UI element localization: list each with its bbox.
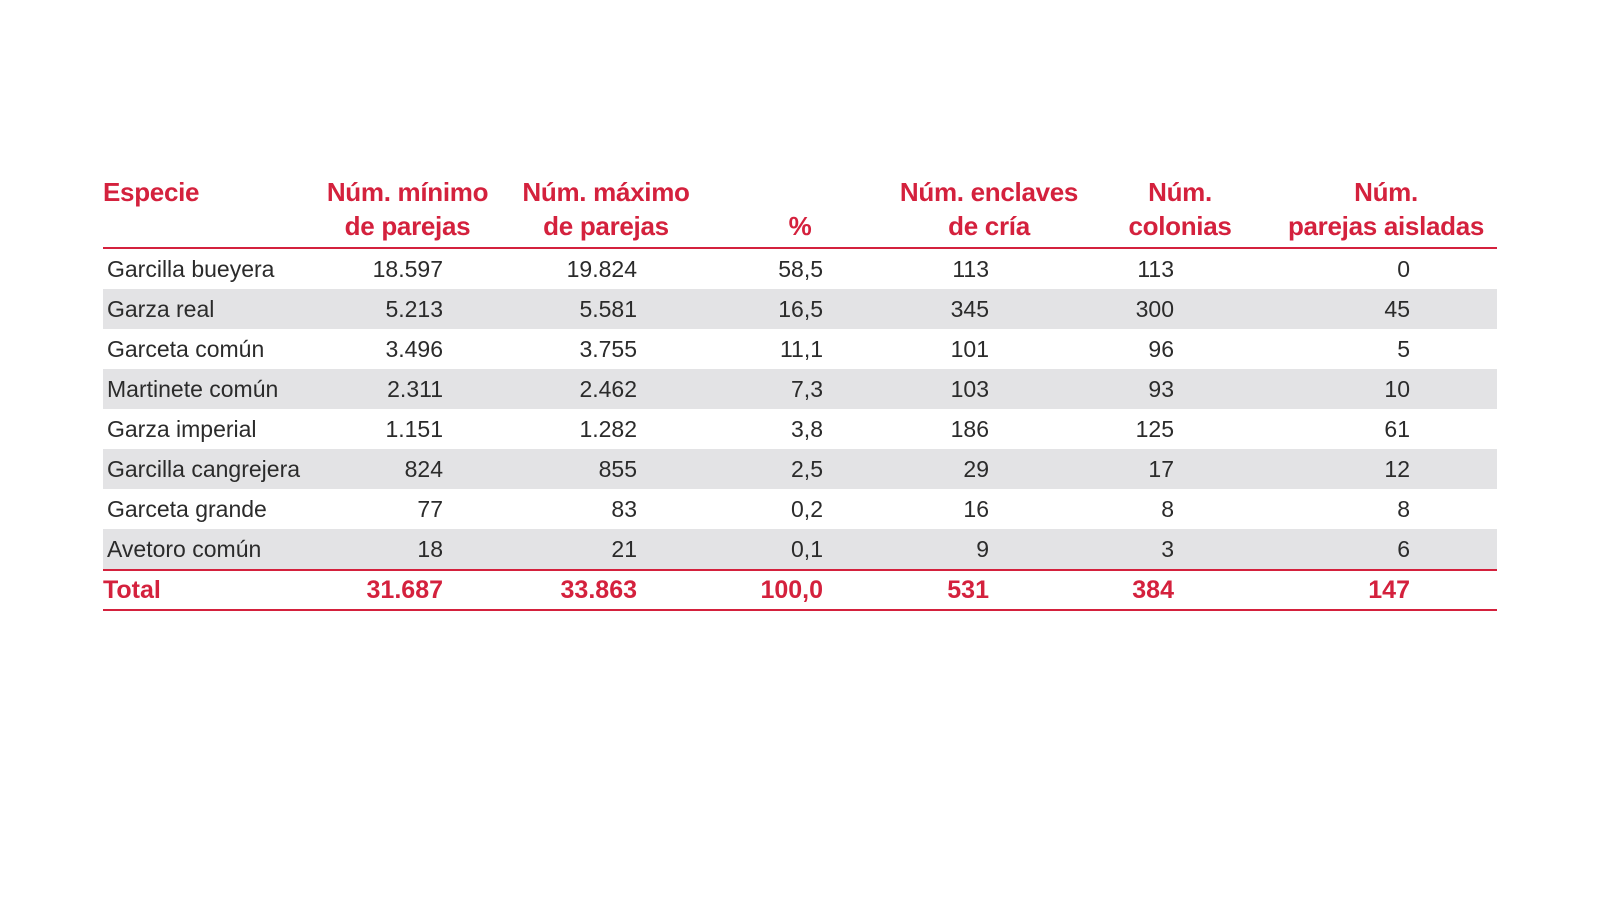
- cell-percent: 0,2: [791, 495, 823, 522]
- header-min-parejas: Núm. mínimo de parejas: [310, 175, 505, 248]
- cell-max-parejas: 19.824: [566, 255, 637, 282]
- table-row: [103, 369, 1497, 409]
- cell-max-parejas: 855: [505, 449, 707, 489]
- cell-enclaves: 103: [893, 369, 1085, 409]
- cell-colonias: 125: [1135, 415, 1174, 442]
- total-percent: 100,0: [707, 570, 893, 610]
- cell-parejas-aisladas: 10: [1275, 369, 1497, 409]
- cell-colonias: 93: [1085, 369, 1275, 409]
- cell-percent: 11,1: [779, 335, 823, 362]
- cell-min-parejas: 77: [417, 495, 443, 522]
- cell-min-parejas: 2.311: [310, 369, 505, 409]
- cell-min-parejas: 18.597: [372, 255, 443, 282]
- cell-species-name: Garcilla cangrejera: [103, 449, 310, 489]
- cell-parejas-aisladas: 12: [1275, 449, 1497, 489]
- cell-species-name: Garcilla bueyera: [107, 255, 275, 282]
- cell-parejas-aisladas: 45: [1275, 289, 1497, 329]
- cell-enclaves: 101: [950, 335, 989, 362]
- header-max-parejas: Núm. máximo de parejas: [505, 175, 707, 248]
- cell-enclaves: 29: [893, 449, 1085, 489]
- header-especie: Especie: [103, 175, 310, 248]
- cell-colonias: 3: [1085, 529, 1275, 570]
- cell-species-name: Avetoro común: [103, 529, 310, 570]
- cell-colonias: 8: [1161, 495, 1174, 522]
- cell-enclaves: 113: [952, 255, 989, 282]
- table-row: [103, 289, 1497, 329]
- cell-max-parejas: 83: [611, 495, 637, 522]
- cell-percent: 16,5: [707, 289, 893, 329]
- cell-parejas-aisladas: 0: [1397, 255, 1410, 282]
- cell-species-name: Garceta común: [107, 335, 265, 362]
- cell-species-name: Garza real: [103, 289, 310, 329]
- table-header-row: [103, 175, 1497, 248]
- cell-percent: 0,1: [707, 529, 893, 570]
- cell-min-parejas: 18: [310, 529, 505, 570]
- total-label: Total: [103, 570, 310, 610]
- total-parejas-aisladas: 147: [1275, 570, 1497, 610]
- header-parejas-aisladas: Núm. parejas aisladas: [1275, 175, 1497, 248]
- table-row: [103, 329, 1497, 369]
- total-colonias: 384: [1085, 570, 1275, 610]
- cell-max-parejas: 21: [505, 529, 707, 570]
- cell-species-name: Martinete común: [103, 369, 310, 409]
- cell-colonias: 300: [1085, 289, 1275, 329]
- cell-max-parejas: 5.581: [505, 289, 707, 329]
- species-table-container: [103, 175, 1497, 611]
- cell-parejas-aisladas: 5: [1397, 335, 1410, 362]
- table-row: [103, 449, 1497, 489]
- cell-percent: 2,5: [707, 449, 893, 489]
- cell-enclaves: 9: [893, 529, 1085, 570]
- cell-max-parejas: 2.462: [505, 369, 707, 409]
- table-body: [103, 248, 1497, 570]
- table-row: [103, 409, 1497, 449]
- cell-min-parejas: 824: [310, 449, 505, 489]
- total-enclaves: 531: [893, 570, 1085, 610]
- cell-max-parejas: 1.282: [579, 415, 637, 442]
- cell-colonias: 113: [1137, 255, 1174, 282]
- header-enclaves: Núm. enclaves de cría: [893, 175, 1085, 248]
- header-colonias: Núm. colonias: [1085, 175, 1275, 248]
- cell-enclaves: 186: [950, 415, 989, 442]
- cell-species-name: Garceta grande: [107, 495, 267, 522]
- cell-percent: 7,3: [707, 369, 893, 409]
- cell-min-parejas: 3.496: [385, 335, 443, 362]
- cell-enclaves: 345: [893, 289, 1085, 329]
- species-table: [103, 175, 1497, 611]
- cell-parejas-aisladas: 8: [1397, 495, 1410, 522]
- table-row: [103, 529, 1497, 570]
- cell-parejas-aisladas: 61: [1384, 415, 1410, 442]
- total-min-parejas: 31.687: [310, 570, 505, 610]
- table-row: [103, 489, 1497, 529]
- table-row: [103, 248, 1497, 289]
- total-row: [103, 570, 1497, 610]
- header-percent: %: [707, 175, 893, 248]
- cell-min-parejas: 1.151: [385, 415, 443, 442]
- cell-parejas-aisladas: 6: [1275, 529, 1497, 570]
- cell-max-parejas: 3.755: [579, 335, 637, 362]
- total-max-parejas: 33.863: [505, 570, 707, 610]
- cell-species-name: Garza imperial: [107, 415, 257, 442]
- cell-min-parejas: 5.213: [310, 289, 505, 329]
- cell-percent: 3,8: [791, 415, 823, 442]
- cell-enclaves: 16: [963, 495, 989, 522]
- cell-colonias: 17: [1085, 449, 1275, 489]
- cell-percent: 58,5: [778, 255, 823, 282]
- cell-colonias: 96: [1148, 335, 1174, 362]
